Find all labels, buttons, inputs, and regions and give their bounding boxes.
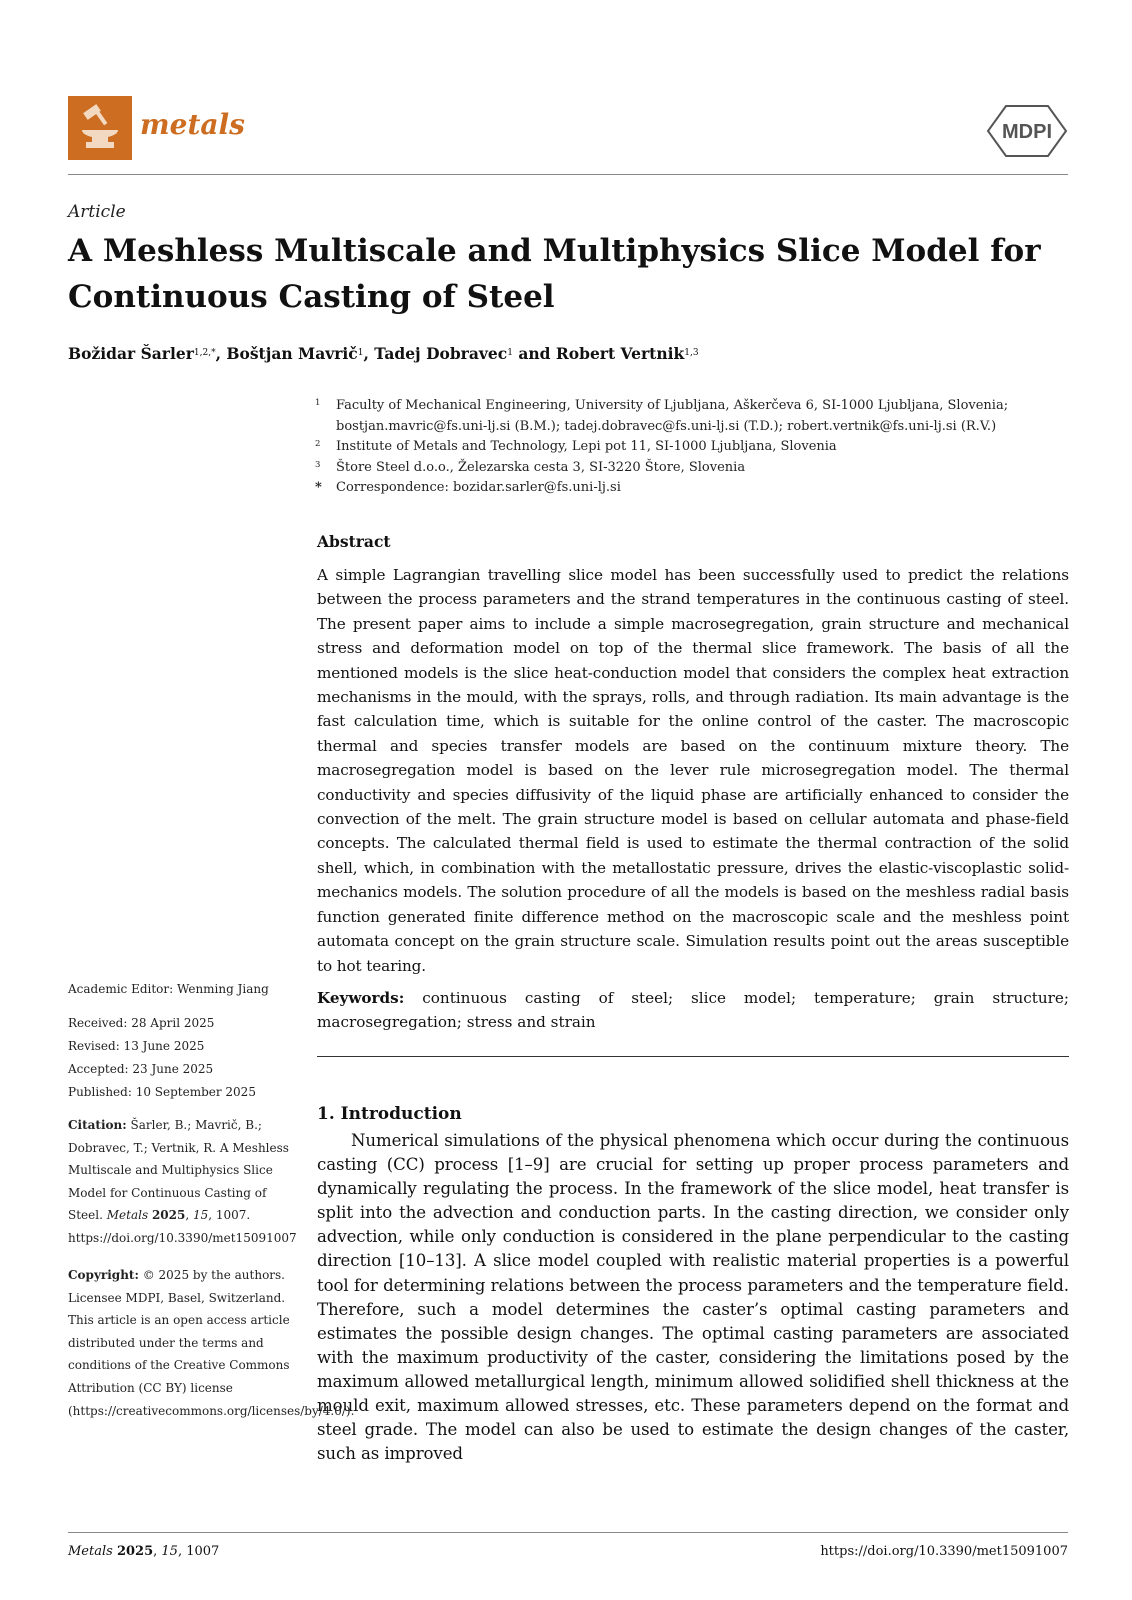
author-name: Tadej Dobravec bbox=[374, 344, 508, 363]
author-affiliation-mark: 1 bbox=[357, 348, 364, 358]
footer-volume: 15 bbox=[161, 1544, 178, 1559]
citation-rest: , 1007. https://doi.org/10.3390/met15091007 bbox=[68, 1208, 297, 1245]
affiliation-item bbox=[315, 437, 1075, 458]
journal-name: metals bbox=[140, 108, 245, 141]
author-separator: , bbox=[215, 344, 227, 363]
abstract-text: A simple Lagrangian travelling slice model has been successfully used to predict the relations between the process parameters and the strand temperatures in the continuous casting of steel. The present paper aims to include a simple macrosegregation, grain structure and mechanical stress and deformation model on top of the thermal slice framework. The basis of all the mentioned models is the slice heat-conduction model that considers the complex heat extraction mechanisms in the mould, with the sprays, rolls, and through radiation. Its main advantage is the fast calculation time, which is suitable for the online control of the caster. The macroscopic thermal and species transfer models are based on the continuum mixture theory. The macrosegregation model is based on the lever rule microsegregation model. The thermal conductivity and species diffusivity of the liquid phase are artificially enhanced to consider the convection of the melt. The grain structure model is based on cellular automata and phase-field concepts. The calculated thermal field is used to estimate the thermal contraction of the solid shell, which, in combination with the metallostatic pressure, drives the elastic-viscoplastic solid-mechanics models. The solution procedure of all the models is based on the meshless radial basis function generated finite difference method on the macroscopic scale and the meshless point automata concept on the grain structure scale. Simulation results point out the areas susceptible to hot tearing. bbox=[317, 566, 1069, 975]
affiliation-number: 3 bbox=[315, 460, 321, 470]
keywords-text: continuous casting of steel; slice model; temperature; grain structure; macrosegregation; stress and strain bbox=[317, 989, 1070, 1032]
section-body-text: Numerical simulations of the physical phenomena which occur during the continuous casting (CC) process [1–9] are crucial for setting up proper process parameters and dynamically regulating the process. In the framework of the slice model, heat transfer is split into the advection and conduction parts. In the casting direction, we consider only advection, while only conduction is considered in the plane perpendicular to the casting direction [10–13]. A slice model coupled with realistic material properties is a powerful tool for determining relations between the process parameters and the temperature field. Therefore, such a model determines the caster’s optimal casting parameters and estimates the possible design changes. The optimal casting parameters are associated with the maximum productivity of the caster, considering the limitations posed by the maximum allowed metallurgical length, minimum allowed solidified shell thickness at the mould exit, maximum allowed stresses, etc. These parameters depend on the format and steel grade. The model can also be used to estimate the design changes of the caster, such as improved bbox=[317, 1131, 1069, 1464]
footer-journal: Metals bbox=[68, 1544, 113, 1559]
footer-doi-link[interactable]: https://doi.org/10.3390/met15091007 bbox=[820, 1544, 1068, 1559]
affiliation-number: 1 bbox=[315, 398, 321, 408]
copyright-block bbox=[68, 1264, 355, 1422]
author-name: Božidar Šarler bbox=[68, 344, 194, 363]
author-name: Robert Vertnik bbox=[555, 344, 685, 363]
affiliation-item bbox=[315, 478, 1075, 499]
paper-title: A Meshless Multiscale and Multiphysics Slice Model for Continuous Casting of Steel bbox=[68, 233, 1041, 315]
abstract-heading: Abstract bbox=[317, 532, 391, 551]
citation-text: Šarler, B.; Mavrič, B.; Dobravec, T.; Vertnik, R. A Meshless Multiscale and Multiphysics Slice Model for Continuous Casting of Steel. bbox=[68, 1118, 289, 1223]
copyright-text: © 2025 by the authors. Licensee MDPI, Basel, Switzerland. This article is an open access article distributed under the terms and conditions of the Creative Commons Attribution (CC BY) license (https://creativecommons.org/licenses/by/4.0/). bbox=[68, 1268, 355, 1418]
author-separator: , bbox=[363, 344, 375, 363]
date-received: Received: 28 April 2025 bbox=[68, 1016, 215, 1030]
section-heading: 1. Introduction bbox=[317, 1104, 462, 1124]
footer-citation: Metals 2025, 15, 1007 bbox=[68, 1544, 220, 1559]
footer-year: 2025 bbox=[116, 1544, 154, 1559]
affiliation-item bbox=[315, 396, 1075, 437]
author-name: Boštjan Mavrič bbox=[226, 344, 358, 363]
abstract-divider bbox=[317, 1056, 1069, 1057]
affiliation-text: Faculty of Mechanical Engineering, University of Ljubljana, Aškerčeva 6, SI-1000 Ljubljana, Slovenia; bostjan.mavric@fs.uni-lj.si (B.M.); tadej.dobravec@fs.uni-lj.si (T.D.); robert.vertnik@fs.uni-lj.si (R.V.) bbox=[336, 398, 1009, 434]
copyright-label: Copyright: bbox=[68, 1268, 139, 1282]
affiliation-number: * bbox=[315, 480, 322, 495]
publisher-name: MDPI bbox=[1002, 121, 1052, 143]
citation-volume: 15 bbox=[192, 1208, 209, 1223]
affiliation-text: Institute of Metals and Technology, Lepi pot 11, SI-1000 Ljubljana, Slovenia bbox=[336, 439, 837, 454]
date-accepted: Accepted: 23 June 2025 bbox=[68, 1062, 214, 1076]
author-affiliation-mark: 1,2,* bbox=[193, 348, 216, 358]
citation-block: Citation: Šarler, B.; Mavrič, B.; Dobravec, T.; Vertnik, R. A Meshless Multiscale and Multiphysics Slice Model for Continuous Casting of Steel. Metals 2025, 15, 1007. https://doi.org/10.3390/met15091007 bbox=[68, 1118, 297, 1245]
article-type: Article bbox=[68, 202, 126, 222]
date-published: Published: 10 September 2025 bbox=[68, 1085, 256, 1099]
academic-editor: Academic Editor: Wenming Jiang bbox=[68, 982, 269, 996]
date-revised: Revised: 13 June 2025 bbox=[68, 1039, 205, 1053]
publisher-logo-icon bbox=[986, 104, 1068, 158]
affiliation-text: Correspondence: bozidar.sarler@fs.uni-lj.si bbox=[336, 480, 621, 495]
keywords bbox=[317, 986, 1069, 1035]
affiliation-text: Štore Steel d.o.o., Železarska cesta 3, SI-3220 Štore, Slovenia bbox=[336, 460, 746, 475]
author-separator: and bbox=[512, 344, 556, 363]
citation-year: 2025 bbox=[151, 1208, 186, 1223]
keywords-label: Keywords: bbox=[317, 989, 405, 1007]
author-list bbox=[68, 344, 699, 363]
footer-article-number: , 1007 bbox=[177, 1544, 220, 1559]
affiliation-number: 2 bbox=[315, 439, 321, 449]
author-affiliation-mark: 1,3 bbox=[684, 348, 699, 358]
citation-label: Citation: bbox=[68, 1118, 127, 1132]
footer-divider bbox=[68, 1532, 1068, 1533]
journal-logo-icon bbox=[68, 96, 132, 160]
citation-journal: Metals bbox=[106, 1208, 149, 1223]
header-divider bbox=[68, 174, 1068, 175]
author-affiliation-mark: 1 bbox=[507, 348, 513, 358]
affiliation-item bbox=[315, 458, 1075, 479]
